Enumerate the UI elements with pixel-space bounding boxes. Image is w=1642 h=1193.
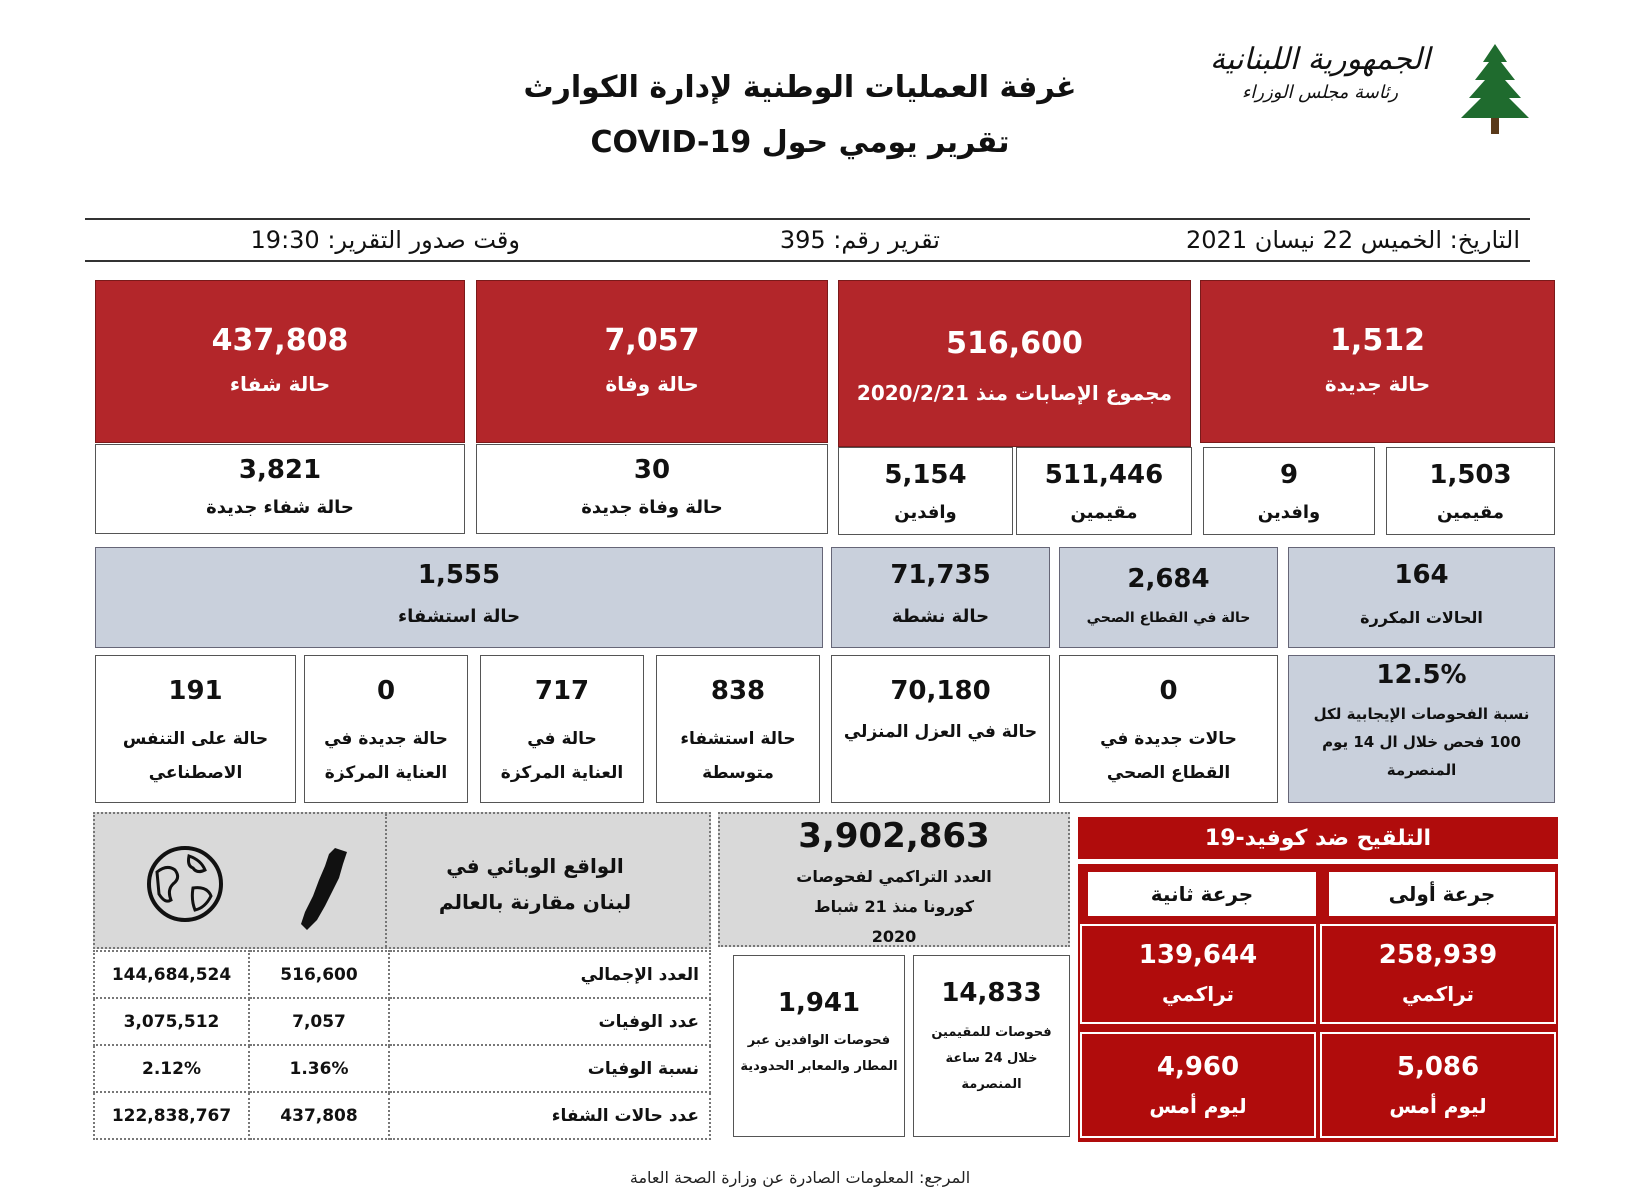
- first-dose-cumulative-label: تراكمي: [1401, 982, 1475, 1006]
- page-title: غرفة العمليات الوطنية لإدارة الكوارث: [523, 70, 1077, 105]
- page-subtitle: تقرير يومي حول COVID-19: [590, 125, 1010, 160]
- second-dose-header: [1086, 870, 1318, 918]
- new-recovered-value: 3,821: [238, 455, 322, 485]
- medium-hospital-card: [656, 655, 820, 803]
- new-health-sector-card: [1059, 655, 1278, 803]
- comparison-header: [93, 812, 711, 949]
- positivity-label: نسبة الفحوصات الإيجابية لكل 100 فحص خلال ال 14 يوم المنصرمة: [1313, 705, 1530, 779]
- deaths-card: [476, 280, 828, 443]
- new-arrivals-card: [1203, 447, 1375, 535]
- new-icu-label: حالة جديدة في العناية المركزة: [324, 729, 448, 783]
- world-death-rate: 2.12%: [94, 1045, 249, 1092]
- authority-line1: الجمهورية اللبنانية: [1209, 42, 1431, 77]
- total-arrivals-value: 5,154: [884, 460, 967, 490]
- row-label-recovered: عدد حالات الشفاء: [389, 1092, 710, 1139]
- new-deaths-card: [476, 444, 828, 534]
- medium-hospital-value: 838: [710, 676, 766, 706]
- world-recovered: 122,838,767: [94, 1092, 249, 1139]
- lebanon-recovered: 437,808: [249, 1092, 389, 1139]
- first-dose-label: جرعة أولى: [1388, 882, 1496, 906]
- lebanon-deaths: 7,057: [249, 998, 389, 1045]
- deaths-value: 7,057: [604, 323, 700, 358]
- report-info-bar: [85, 218, 1530, 262]
- cumulative-tests-card: [718, 812, 1070, 947]
- resident-tests-value: 14,833: [941, 978, 1042, 1008]
- cumulative-tests-label: العدد التراكمي لفحوصات كورونا منذ 21 شباط 2020: [796, 867, 992, 946]
- new-recovered-card: [95, 444, 465, 534]
- new-recovered-label: حالة شفاء جديدة: [206, 497, 354, 518]
- new-deaths-value: 30: [633, 455, 671, 485]
- vaccination-title-text: التلقيح ضد كوفيد-19: [1204, 825, 1432, 851]
- arrival-tests-value: 1,941: [777, 988, 861, 1018]
- ventilator-label: حالة على التنفس الاصطناعي: [122, 729, 269, 783]
- new-cases-value: 1,512: [1330, 323, 1425, 358]
- lebanon-total: 516,600: [249, 951, 389, 998]
- second-dose-yesterday-label: ليوم أمس: [1149, 1094, 1247, 1118]
- second-dose-yesterday-card: [1080, 1032, 1316, 1138]
- arrival-tests-card: [733, 955, 905, 1137]
- repeated-cases-label: الحالات المكررة: [1360, 608, 1483, 627]
- vaccination-title: [1078, 817, 1558, 859]
- active-cases-value: 71,735: [890, 560, 991, 590]
- row-label-deaths: عدد الوفيات: [389, 998, 710, 1045]
- total-cases-value: 516,600: [946, 326, 1083, 361]
- hospitalized-label: حالة استشفاء: [397, 606, 521, 627]
- source-footer: المرجع: المعلومات الصادرة عن وزارة الصحة العامة: [629, 1168, 971, 1187]
- new-health-sector-label: حالات جديدة في القطاع الصحي: [1100, 729, 1237, 783]
- new-residents-card: [1386, 447, 1555, 535]
- repeated-cases-card: [1288, 547, 1555, 648]
- report-time: وقت صدور التقرير: 19:30: [250, 226, 520, 254]
- icu-card: [480, 655, 644, 803]
- hospitalized-card: [95, 547, 823, 648]
- total-arrivals-label: وافدين: [894, 502, 957, 523]
- first-dose-yesterday-card: [1320, 1032, 1556, 1138]
- new-icu-card: [304, 655, 468, 803]
- deaths-label: حالة وفاة: [605, 372, 699, 396]
- repeated-cases-value: 164: [1394, 560, 1449, 590]
- total-cases-card: [838, 280, 1191, 447]
- first-dose-cumulative-value: 258,939: [1378, 940, 1498, 970]
- comparison-table: [93, 950, 711, 1140]
- authority-name: [1195, 40, 1445, 106]
- second-dose-cumulative-label: تراكمي: [1161, 982, 1235, 1006]
- new-arrivals-value: 9: [1279, 460, 1299, 490]
- comparison-header-divider: [385, 814, 387, 947]
- icu-label: حالة في العناية المركزة: [500, 729, 624, 783]
- recovered-label: حالة شفاء: [229, 372, 331, 396]
- health-sector-value: 2,684: [1127, 564, 1210, 594]
- recovered-value: 437,808: [211, 323, 349, 358]
- second-dose-cumulative-value: 139,644: [1138, 940, 1258, 970]
- total-residents-label: مقيمين: [1070, 502, 1138, 523]
- second-dose-cumulative-card: [1080, 924, 1316, 1024]
- second-dose-yesterday-value: 4,960: [1156, 1052, 1240, 1082]
- total-residents-card: [1016, 447, 1192, 535]
- table-row: [94, 1092, 710, 1139]
- globe-icon: [145, 844, 225, 924]
- total-residents-value: 511,446: [1044, 460, 1164, 490]
- resident-tests-card: [913, 955, 1070, 1137]
- ventilator-card: [95, 655, 296, 803]
- arrival-tests-label: فحوصات الوافدين عبر المطار والمعابر الحدودية: [740, 1033, 898, 1074]
- hospitalized-value: 1,555: [417, 560, 501, 590]
- new-cases-label: حالة جديدة: [1324, 372, 1431, 396]
- total-arrivals-card: [838, 447, 1013, 535]
- cumulative-tests-value: 3,902,863: [798, 816, 990, 856]
- first-dose-yesterday-label: ليوم أمس: [1389, 1094, 1487, 1118]
- second-dose-label: جرعة ثانية: [1150, 882, 1254, 906]
- world-deaths: 3,075,512: [94, 998, 249, 1045]
- medium-hospital-label: حالة استشفاء متوسطة: [680, 729, 796, 783]
- row-label-total: العدد الإجمالي: [389, 951, 710, 998]
- first-dose-cumulative-card: [1320, 924, 1556, 1024]
- comparison-heading: الواقع الوبائي في لبنان مقارنة بالعالم: [438, 854, 632, 914]
- new-icu-value: 0: [376, 676, 396, 706]
- active-cases-label: حالة نشطة: [891, 606, 990, 627]
- first-dose-header: [1327, 870, 1557, 918]
- home-isolation-value: 70,180: [890, 676, 991, 706]
- lebanon-map-icon: [295, 844, 355, 934]
- home-isolation-label: حالة في العزل المنزلي: [843, 722, 1038, 742]
- authority-line2: رئاسة مجلس الوزراء: [1241, 82, 1399, 103]
- ventilator-value: 191: [168, 676, 223, 706]
- positivity-value: 12.5%: [1376, 660, 1467, 690]
- new-arrivals-label: وافدين: [1257, 502, 1321, 523]
- lebanon-death-rate: 1.36%: [249, 1045, 389, 1092]
- new-cases-card: [1200, 280, 1555, 443]
- row-label-death-rate: نسبة الوفيات: [389, 1045, 710, 1092]
- recovered-card: [95, 280, 465, 443]
- new-residents-value: 1,503: [1429, 460, 1512, 490]
- total-cases-label: مجموع الإصابات منذ 2020/2/21: [856, 381, 1173, 405]
- cedar-logo: [1455, 40, 1535, 140]
- first-dose-yesterday-value: 5,086: [1396, 1052, 1480, 1082]
- health-sector-label: حالة في القطاع الصحي: [1086, 610, 1251, 626]
- table-row: [94, 1045, 710, 1092]
- new-deaths-label: حالة وفاة جديدة: [581, 497, 723, 518]
- health-sector-card: [1059, 547, 1278, 648]
- new-health-sector-value: 0: [1159, 676, 1178, 706]
- report-date: التاريخ: الخميس 22 نيسان 2021: [1186, 226, 1520, 254]
- positivity-card: [1288, 655, 1555, 803]
- world-total: 144,684,524: [94, 951, 249, 998]
- icu-value: 717: [534, 676, 590, 706]
- new-residents-label: مقيمين: [1436, 502, 1505, 523]
- report-number: تقرير رقم: 395: [779, 226, 940, 254]
- active-cases-card: [831, 547, 1050, 648]
- table-row: [94, 951, 710, 998]
- table-row: [94, 998, 710, 1045]
- resident-tests-label: فحوصات للمقيمين خلال 24 ساعة المنصرمة: [931, 1025, 1052, 1092]
- home-isolation-card: [831, 655, 1050, 803]
